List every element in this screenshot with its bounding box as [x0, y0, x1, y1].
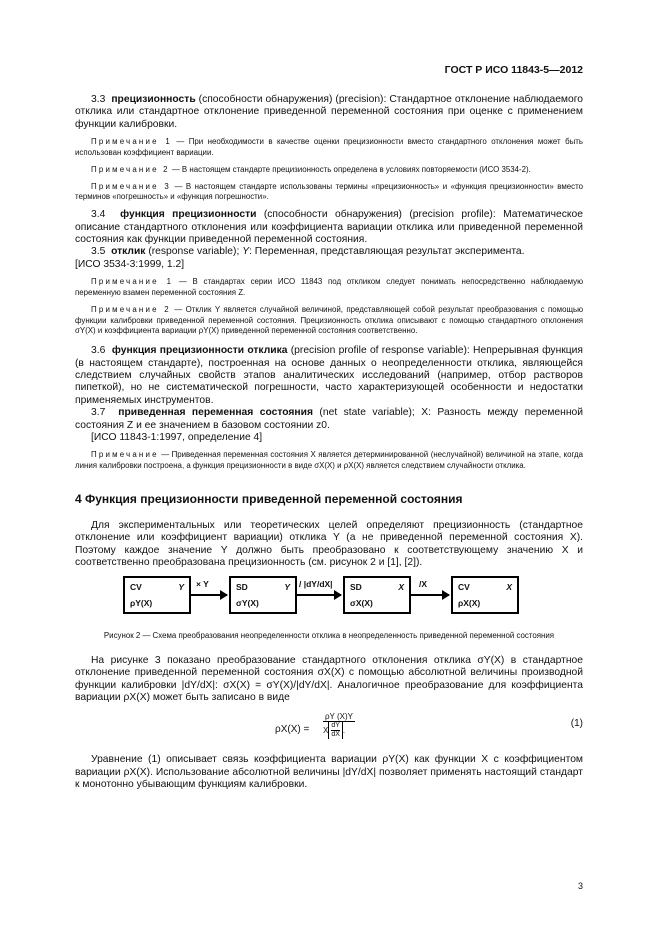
figure-2-diagram — [75, 576, 583, 620]
arrow-1-label: × Y — [196, 578, 209, 589]
term-3-3 — [75, 94, 583, 131]
section-4-paragraph-1: Для экспериментальных или теоретических целей определяют прецизионность (стандартное отклонение или коэффициент вариации) отклика Y (а не приведенной переменной состояния X). Поэтому каждое значение Y должно быть преобразовано к соответствующему значению X и соответственно преобразована прецизионность (см. рисунок 2 и [1], [2]). — [75, 520, 583, 569]
equation-1 — [75, 710, 583, 750]
derivative-abs: dY dX — [328, 722, 343, 739]
term-3-7-reference: [ИСО 11843-1:1997, определение 4] — [91, 432, 263, 444]
figure-2-caption: Рисунок 2 — Схема преобразования неопределенности отклика в неопределенность приведенной переменной состояния — [103, 630, 555, 640]
note-3-7: Примечание — Приведенная переменная состояния X является детерминированной (неслучайной) величиной на этапе, когда линия калибровки построена, а функция прецизионности в виде σX(X) и ρX(X) является следствием случайности отклика. — [75, 450, 583, 471]
arrow-1 — [191, 594, 227, 596]
note-3-3-3: Примечание 3 — В настоящем стандарте использованы термины «прецизионность» и «функция прецизионности» вместо терминов «погрешность» и «функция погрешности». — [75, 181, 583, 202]
note-3-3-2: Примечание 2 — В настоящем стандарте прецизионность определена в условиях повторяемости (ИСО 3534-2). — [91, 164, 531, 174]
term-3-7: 3.7 приведенная переменная состояния (net state variable); X: Разность между переменной состояния Z и ее значением в базовом состоянии z0. — [75, 407, 583, 431]
note-3-5-2: Примечание 2 — Отклик Y является случайной величиной, представляющей собой результат преобразования с помощью функции калибровки приведенной переменной состояния. Прецизионность отклика описывают с помощью стандартного отклонения σY(X) и коэффициента вариации ρY(X) приведенной переменной состояния соответственно. — [75, 304, 583, 336]
term-3-4: 3.4 функция прецизионности (способности обнаружения) (precision profile): Математическое описание стандартного отклонения или коэффициента вариации отклика или приведенной переменной состояния как функции приведенной переменной состояния. — [75, 209, 583, 246]
equation-fraction — [323, 712, 355, 739]
box-sd-y: SD Y σY(X) — [229, 576, 297, 614]
section-4-heading: 4 Функция прецизионности приведенной переменной состояния — [75, 492, 463, 507]
equation-number: (1) — [570, 718, 583, 730]
term-3-5-reference: [ИСО 3534-3:1999, 1.2] — [75, 258, 185, 270]
arrow-3-label: /X — [419, 578, 428, 589]
document-header: ГОСТ Р ИСО 11843-5—2012 — [444, 64, 583, 76]
section-4-paragraph-3: Уравнение (1) описывает связь коэффициента вариации ρY(X) как функции X с коэффициентом вариации ρX(X). Использование абсолютной величины |dY/dX| позволяет применять настоящий стандарт к монотонно убывающим функциям калибровки. — [75, 754, 583, 791]
box-sd-x: SD X σX(X) — [343, 576, 411, 614]
clause-number: 3.3 — [91, 94, 106, 105]
box-cv-y: CV Y ρY(X) — [123, 576, 191, 614]
equation-lhs: ρX(X) = — [275, 724, 310, 736]
arrow-2 — [297, 594, 341, 596]
section-4-paragraph-2: На рисунке 3 показано преобразование стандартного отклонения отклика σY(X) в стандартное отклонение приведенной переменной состояния σX(X) с помощью абсолютной величины производной функции калибровки |dY/dX|: σX(X) = σY(X)/|dY/dX|. Аналогичное преобразование для коэффициента вариации ρX(X) может быть записано в виде — [75, 654, 583, 703]
note-3-3-1: Примечание 1 — При необходимости в качестве оценки прецизионности вместо стандартного отклонения может быть использован коэффициент вариации. — [75, 137, 584, 158]
equation-denominator: X dY dX . — [323, 722, 346, 739]
term-name: прецизионность — [111, 94, 196, 105]
term-definition: (способности обнаружения) (precision): Стандартное отклонение наблюдаемого отклика или стандартное отклонение приведенной переменной состояния при оценке с применением функции калибровки. — [75, 94, 583, 130]
term-3-6: 3.6 функция прецизионности отклика (precision profile of response variable): Непрерывная функция (в настоящем стандарте), построенная на основе данных о неопределенности отклика, являющейся следствием случайных свойств этапов аналитических исследований (например, отбор растворов пипеткой), но не систематической погрешности, часто характеризующей особенности и недостатки применяемых инструментов. — [75, 345, 583, 406]
equation-numerator: ρY (X)Y — [325, 712, 353, 722]
note-3-5-1: Примечание 1 — В стандартах серии ИСО 11843 под откликом следует понимать непосредственно наблюдаемую переменную взамен переменной состояния Z. — [75, 277, 583, 298]
page-number: 3 — [577, 881, 583, 891]
box-cv-x: CV X ρX(X) — [451, 576, 519, 614]
arrow-3 — [411, 594, 449, 596]
arrow-2-label: / |dY/dX| — [299, 578, 333, 589]
page-body — [75, 94, 583, 798]
term-3-5: 3.5 отклик (response variable); Y: Переменная, представляющая результат эксперимента. — [91, 246, 525, 258]
